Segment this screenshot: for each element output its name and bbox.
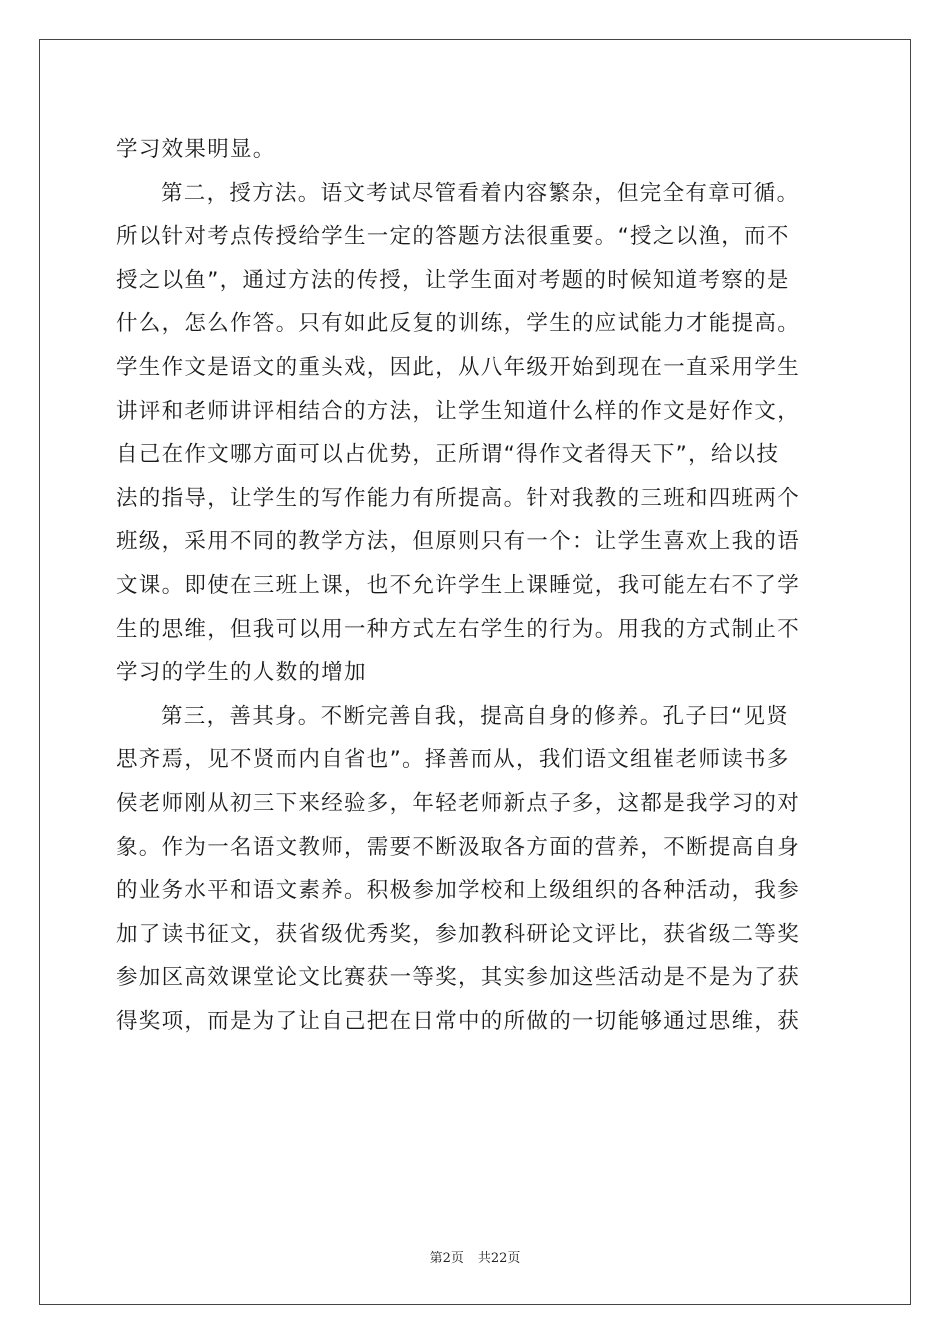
- text-line: 讲评和老师讲评相结合的方法，让学生知道什么样的作文是好作文，: [116, 398, 801, 424]
- text-line: 授之以鱼”，通过方法的传授，让学生面对考题的时候知道考察的是: [116, 267, 790, 293]
- page-number: 第2页: [429, 1251, 464, 1266]
- text-line: 侯老师刚从初三下来经验多，年轻老师新点子多，这都是我学习的对: [116, 790, 801, 816]
- page-footer: [0, 1247, 950, 1266]
- text-line: 生的思维，但我可以用一种方式左右学生的行为。用我的方式制止不: [116, 616, 801, 642]
- text-line: 学生作文是语文的重头戏，因此，从八年级开始到现在一直采用学生: [116, 354, 801, 380]
- text-line: 所以针对考点传授给学生一定的答题方法很重要。“授之以渔，而不: [116, 224, 790, 250]
- text-line: 得奖项，而是为了让自己把在日常中的所做的一切能够通过思维，获: [116, 1008, 801, 1034]
- total-pages: 共22页: [477, 1251, 521, 1266]
- text-line: 象。作为一名语文教师，需要不断汲取各方面的营养，不断提高自身: [116, 834, 801, 860]
- text-line: 第二，授方法。语文考试尽管看着内容繁杂，但完全有章可循。: [161, 180, 800, 206]
- text-line: 学习的学生的人数的增加: [116, 660, 367, 686]
- text-line: 的业务水平和语文素养。积极参加学校和上级组织的各种活动，我参: [116, 878, 801, 904]
- text-line: 自己在作文哪方面可以占优势，正所谓“得作文者得天下”，给以技: [116, 442, 780, 468]
- text-line: 法的指导，让学生的写作能力有所提高。针对我教的三班和四班两个: [116, 485, 801, 511]
- text-line: 第三，善其身。不断完善自我，提高自身的修养。孔子曰“见贤: [161, 703, 790, 729]
- text-line: 参加区高效课堂论文比赛获一等奖，其实参加这些活动是不是为了获: [116, 965, 801, 991]
- text-line: 什么，怎么作答。只有如此反复的训练，学生的应试能力才能提高。: [116, 311, 801, 337]
- text-line: 加了读书征文，获省级优秀奖，参加教科研论文评比，获省级二等奖: [116, 921, 801, 947]
- document-body: [116, 128, 836, 1043]
- text-line: 思齐焉，见不贤而内自省也”。择善而从，我们语文组崔老师读书多: [116, 747, 790, 773]
- text-line: 文课。即使在三班上课，也不允许学生上课睡觉，我可能左右不了学: [116, 572, 801, 598]
- text-line: 学习效果明显。: [116, 137, 276, 162]
- text-line: 班级，采用不同的教学方法，但原则只有一个：让学生喜欢上我的语: [116, 529, 801, 555]
